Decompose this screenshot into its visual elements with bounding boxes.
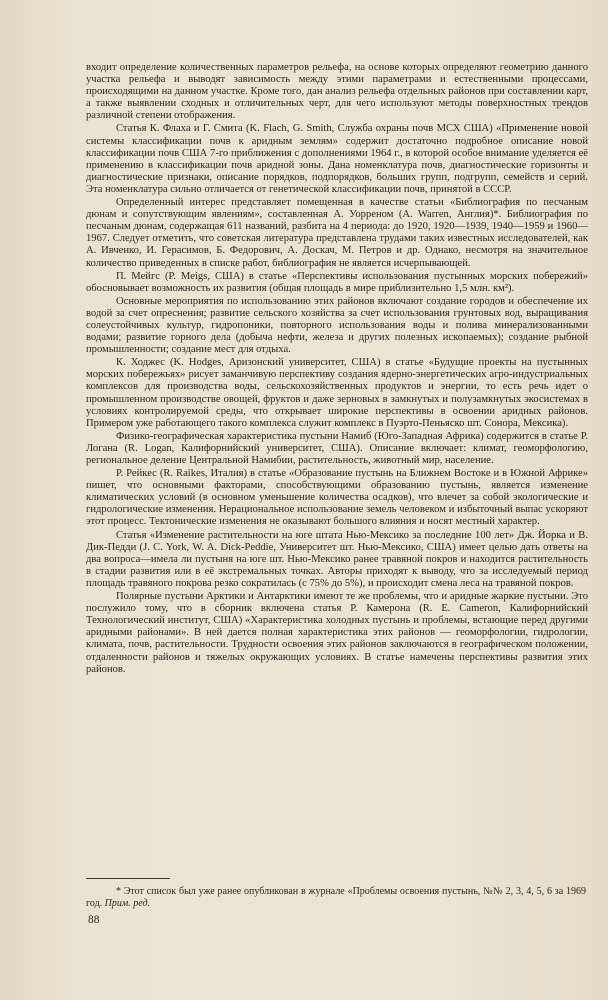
paragraph-hodges: К. Ходжес (K. Hodges, Аризонский университет, США) в статье «Будущие проекты на пустынных морских побережьях» рисует заманчивую перспективу создания ядерно-энергетических агро-индустриальных комплексов для производства воды, сельскохозяйственных продуктов и энергии, то есть речь идет о промышленном производстве овощей, фруктов и даже зерновых в замкнутых и полузамкнутых экосистемах в условиях контролируемой среды, что открывает широкие перспективы в освоении аридных районов. Примером уже работающего такого комплекса служит комплекс в Пуэрто-Пеньяско шт. Сонора, Мексика).: [86, 357, 588, 429]
paragraph-new-mexico: Статья «Изменение растительности на юге штата Нью-Мексико за последние 100 лет» Дж. Йорка и В. Дик-Педди (J. C. York, W. A. Dick-Peddie, Университет шт. Нью-Мексико, США) имеет целью дать ответы на два вопроса—имела ли пустыня на юге шт. Нью-Мексико ранее травяной покров и находится растительность в стадии развития или в её экстремальных точках. Авторы приходят к выводу, что за исследуемый период площадь травяного покрова резко сократилась (с 75% до 5%), и происходит смена леса на травяной покров.: [86, 529, 588, 589]
article-body: [86, 62, 588, 676]
paragraph-namib: Физико-географическая характеристика пустыни Намиб (Юго-Западная Африка) содержится в статье Р. Логана (R. Logan, Калифорнийский университет, США). Описание включает: климат, геоморфологию, региональное деление Центральной Намибии, растительность, животный мир, население.: [86, 430, 588, 466]
paragraph-meigs: П. Мейгс (P. Meigs, США) в статье «Перспективы использования пустынных морских побережий» обосновывает возможность их развития (общая площадь в мире приблизительно 1,5 млн. км²).: [86, 270, 588, 294]
paragraph-polar-deserts: Полярные пустыни Арктики и Антарктики имеют те же проблемы, что и аридные жаркие пустыни. Это послужило тому, что в сборник включена статья Р. Камерона (R. E. Cameron, Калифорнийский Технологический институт, США) «Характеристика холодных пустынь и проблемы, встающие перед другими аридными районами». В ней дается полная характеристика этих районов — геоморфологии, гидрологии, климата, почв, растительности. Трудности освоения этих районов заключаются в географическом положении, отдаленности районов и тяжелых окружающих условиях. В статье намечены перспективы развития этих районов.: [86, 591, 588, 675]
paragraph-raikes: Р. Рейкес (R. Raikes, Италия) в статье «Образование пустынь на Ближнем Востоке и в Южной Африке» пишет, что основными факторами, способствующими образованию пустынь, является изменение климатических условий (в основном уменьшение количества осадков), что влечет за собой экологические и гидрологические изменения. Нерациональное использование земель человеком и избыточный выпас ускоряют этот процесс. Тектонические изменения не оказывают большого влияния и носят местный характер.: [86, 468, 588, 528]
footnote-editor-note: Прим. ред.: [104, 898, 151, 910]
paragraph-coastal-measures: Основные мероприятия по использованию этих районов включают создание городов и обеспечение их водой за счет опреснения; развитие сельского хозяйства за счет использования грунтовых вод, выращивания солеустойчивых культур, гидропоники, повторного использования воды и полива минерализованными водами; развитие горного дела (добыча нефти, железа и других полезных ископаемых); создание рыбной промышленности; создание мест для отдыха.: [86, 295, 588, 356]
footnote-divider: [86, 878, 170, 879]
paragraph-relief-analysis: входит определение количественных параметров рельефа, на основе которых определяют геометрию данного участка рельефа и выводят зависимость между этими параметрами и естественными процессами, происходящими на данном участке. Кроме того, дан анализ рельефа отдельных районов при составлении карт, а также выявлении сходных и отличительных черт, для чего используют методы поверхностных трендов различной степени отображения.: [86, 62, 588, 122]
page-number: 88: [88, 914, 100, 926]
footnote-text: * Этот список был уже ранее опубликован в журнале «Проблемы освоения пустынь, №№ 2, 3, 4, 5, 6 за 1969 год.: [86, 886, 586, 910]
paragraph-dune-bibliography: Определенный интерес представляет помещенная в качестве статьи «Библиография по песчаным дюнам и сопутствующим явлениям», составленная А. Уорреном (A. Warren, Англия)*. Библиография по песчаным дюнам, содержащая 611 названий, разбита на 4 периода: до 1920, 1920—1939, 1940—1959 и 1960—1967. Следует отметить, что советская литература представлена трудами таких известных исследователей, как А. Ивченко, И. Герасимов, Б. Федорович, А. Доскач, М. Петров и др. Однако, несмотря на значительное количество приведенных в списке работ, библиография не является исчерпывающей.: [86, 197, 588, 269]
footnote: [86, 886, 586, 911]
paragraph-soil-classification: Статья К. Флаха и Г. Смита (K. Flach, G. Smith, Служба охраны почв МСХ США) «Применение новой системы классификации почв к аридным землям» содержит достаточно подробное описание новой классификации почв США 7-го приближения с дополнениями 1964 г., в которой особое внимание уделяется её применению в классификации почв аридной зоны. Дана номенклатура почв, диагностические горизонты и диагностические признаки, описание порядков, подпорядков, больших групп, подгрупп, семейств и серий. Эта номенклатура сильно отличается от генетической классификации почв, принятой в СССР.: [86, 123, 588, 195]
